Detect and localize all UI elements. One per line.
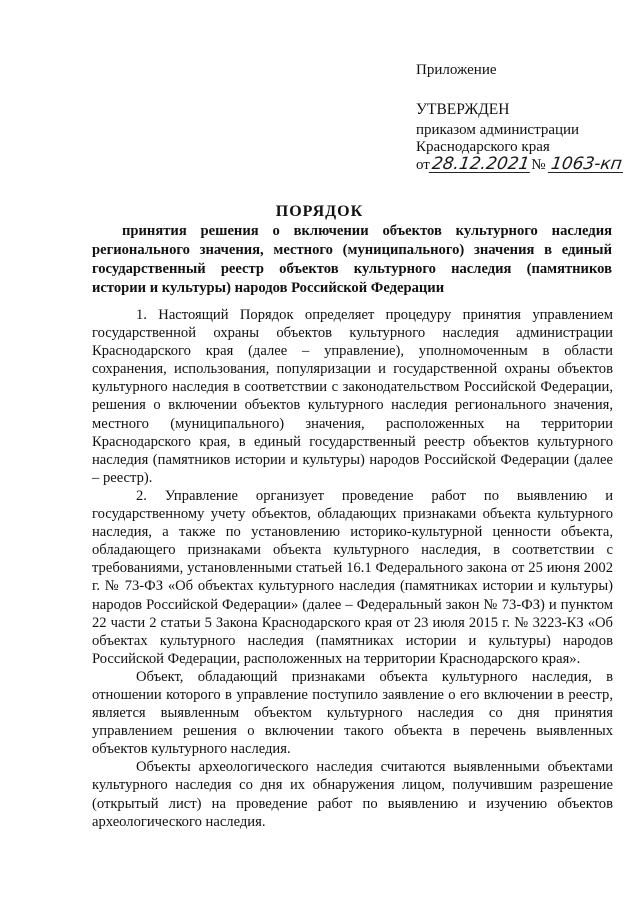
document-subtitle: принятия решения о включении объектов культурного наследия регионального значения, местного (муниципального) значения в единый государственный реестр объектов культурного наследия (памятников истории и культуры) народов Российской Федерации bbox=[92, 223, 612, 296]
order-line-2: Краснодарского края bbox=[416, 139, 550, 155]
paragraph-1: 1. Настоящий Порядок определяет процедуру принятия управлением государственной охраны объектов культурного наследия администрации Краснодарского края (далее – управление), уполномоченным в области сохранения, использования, популяризации и государственной охраны объектов культурного наследия в соответствии с законодательством Российской Федерации, решения о включении объектов культурного наследия регионального значения, местного (муниципального) значения, расположенных на территории Краснодарского края, в единый государственный реестр объектов культурного наследия (памятников истории и культуры) народов Российской Федерации (далее – реестр). bbox=[92, 307, 613, 486]
handwritten-number: 1063-кп bbox=[549, 154, 624, 174]
paragraph-2: 2. Управление организует проведение работ по выявлению и государственному учету объектов, обладающих признаками объекта культурного наследия, а также по установлению историко-культурной ценности объекта, обладающего признаками объекта культурного наследия, в соответствии с требованиями, установленными статьей 16.1 Федерального закона от 25 июня 2002 г. № 73-ФЗ «Об объектах культурного наследия (памятниках истории и культуры) народов Российской Федерации» (далее – Федеральный закон № 73-ФЗ) и пунктом 22 части 2 статьи 5 Закона Краснодарского края от 23 июля 2015 г. № 3223-КЗ «Об объектах культурного наследия (памятниках истории и культуры) народов Российской Федерации, расположенных на территории Краснодарского края». bbox=[92, 487, 613, 667]
document-title: ПОРЯДОК bbox=[275, 203, 364, 220]
approval-block bbox=[416, 62, 631, 174]
date-number-line bbox=[416, 156, 631, 174]
number-prefix: № bbox=[531, 157, 546, 173]
appendix-label: Приложение bbox=[416, 62, 497, 78]
order-line-1: приказом администрации bbox=[416, 122, 580, 138]
paragraph-3: Объект, обладающий признаками объекта культурного наследия, в отношении которого в управление поступило заявление о его включении в реестр, является выявленным объектом культурного наследия со дня принятия управлением решения о включении такого объекта в перечень выявленных объектов культурного наследия. bbox=[92, 668, 613, 758]
date-prefix: от bbox=[416, 157, 430, 173]
paragraph-4: Объекты археологического наследия считаются выявленными объектами культурного наследия со дня их обнаружения лицом, получившим разрешение (открытый лист) на проведение работ по выявлению и изучению объектов археологического наследия. bbox=[92, 759, 613, 830]
handwritten-date: 28.12.2021 bbox=[430, 154, 531, 174]
document-body bbox=[92, 306, 613, 831]
approved-label: УТВЕРЖДЕН bbox=[416, 101, 510, 118]
